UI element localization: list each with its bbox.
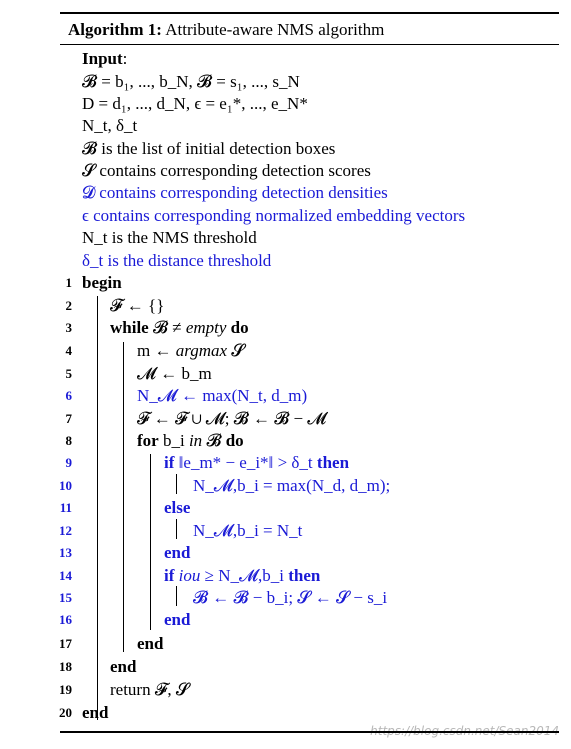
input-line-9: δ_t is the distance threshold [82,251,272,270]
algorithm-label: Algorithm 1: [68,20,162,39]
step-line: end [110,657,137,676]
line-number: 7 [65,411,72,426]
input-line-2: D = d₁, ..., d_N, ϵ = e₁*, ..., e_N* [82,94,308,113]
line-number: 15 [59,590,72,605]
step-line: end [137,634,164,653]
input-line-5: 𝓢 contains corresponding detection scores [82,161,371,180]
line-number: 4 [65,343,72,358]
step-line: 𝓕 ← 𝓕 ∪ 𝓜; 𝓑 ← 𝓑 − 𝓜 [137,409,327,428]
line-number: 11 [59,500,72,515]
step-line: for b_i in 𝓑 do [137,431,244,450]
else-block-bar [176,519,177,539]
input-line-6: 𝓓 contains corresponding detection densities [82,183,388,202]
step-line: end [164,543,191,562]
step-line: m ← argmax 𝓢 [137,341,245,360]
step-line: if ‖e_m* − e_i*‖ > δ_t then [164,453,350,472]
line-number: 3 [65,320,72,335]
step-line: begin [82,273,122,292]
input-label: Input [82,49,123,68]
line-number: 8 [65,433,72,448]
input-line-3: N_t, δ_t [82,116,138,135]
input-line-1: 𝓑 = b₁, ..., b_N, 𝓑 = s₁, ..., s_N [82,72,300,91]
input-colon: : [122,49,128,68]
step-line: 𝓜 ← b_m [137,364,212,383]
title-rule [60,44,559,45]
line-number: 12 [59,523,72,538]
input-heading [82,49,127,69]
line-number: 14 [59,568,72,583]
for-block-bar [150,454,151,630]
if-iou-block-bar [176,586,177,606]
line-number: 5 [65,366,72,381]
step-line: N_𝓜,b_i = max(N_d, d_m); [193,476,391,495]
line-number: 19 [59,682,72,697]
input-line-7: ϵ contains corresponding normalized embedding vectors [82,206,466,225]
input-line-8: N_t is the NMS threshold [82,228,257,247]
step-line: 𝓕 ← {} [110,296,165,315]
line-number: 10 [59,478,72,493]
line-number: 1 [65,275,72,290]
line-number: 17 [59,636,72,651]
bottom-rule [60,731,559,733]
step-line: N_𝓜,b_i = N_t [193,521,303,540]
line-number: 16 [59,612,72,627]
line-number: 9 [65,455,72,470]
while-block-bar [123,342,124,652]
step-line: N_𝓜 ← max(N_t, d_m) [137,386,308,405]
step-line: else [164,498,191,517]
begin-block-bar [97,296,98,720]
step-line: if iou ≥ N_𝓜,b_i then [164,566,321,585]
step-line: 𝓑 ← 𝓑 − b_i; 𝓢 ← 𝓢 − s_i [193,588,388,607]
input-line-4: 𝓑 is the list of initial detection boxes [82,139,336,158]
algorithm-name: Attribute-aware NMS algorithm [165,20,385,39]
step-line: end [164,610,191,629]
line-number: 18 [59,659,72,674]
line-number: 2 [65,298,72,313]
step-line: return 𝓕, 𝓢 [110,680,190,699]
line-number: 13 [59,545,72,560]
line-number: 6 [65,388,72,403]
step-line: while 𝓑 ≠ empty do [110,318,249,337]
if-block-bar [176,474,177,494]
top-rule [60,12,559,14]
line-number: 20 [59,705,72,720]
step-line: end [82,703,109,722]
algorithm-title [68,19,384,41]
